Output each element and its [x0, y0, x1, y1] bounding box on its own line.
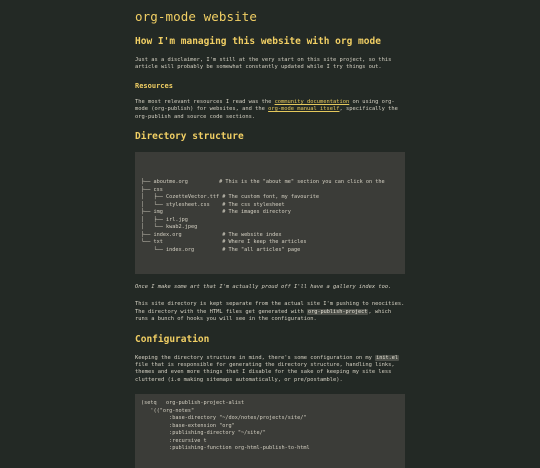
code-line: :base-directory "~/dox/notes/projects/site/": [141, 415, 307, 422]
code-line: :publishing-function org-html-publish-to-html: [141, 445, 310, 452]
org-mode-manual-link[interactable]: org-mode manual itself: [268, 106, 340, 113]
configuration-code-block: [135, 394, 405, 468]
configuration-text-2: file that is responsible for generating the directory structure, handling links, themes and even more things that I disable for the sake of keeping my site less cluttered (i.e making sitemaps automatically, or pre/postamble).: [135, 362, 395, 383]
site-title: org-mode website: [135, 9, 258, 24]
directory-note-paragraph: [135, 301, 405, 323]
configuration-text-1: Keeping the directory structure in mind, there's some configuration on my: [135, 354, 376, 361]
tree-line: ├── img # The images directory: [141, 209, 291, 216]
configuration-paragraph: [135, 355, 405, 385]
code-line: :base-extension "org": [141, 422, 235, 429]
resources-text-1: The most relevant resources I read was the: [135, 98, 275, 105]
tree-line: │ └── stylesheet.css # The css stylesheet: [141, 201, 285, 208]
tree-line: └── txt # Where I keep the articles: [141, 239, 307, 246]
intro-paragraph: Just as a disclaimer, I'm still at the very start on this site project, so this article will probably be somewhat constantly updated while I try things out.: [135, 57, 392, 71]
post-title: How I'm managing this website with org mode: [135, 36, 381, 47]
directory-structure-heading: Directory structure: [135, 131, 244, 143]
code-line: '(("org-notes": [141, 407, 195, 414]
tree-line: [141, 172, 399, 180]
code-line: :publishing-directory "~/site/": [141, 430, 266, 437]
init-el-code: init.el: [376, 354, 399, 361]
resources-paragraph: [135, 99, 405, 121]
page-content: [135, 0, 405, 468]
resources-text-2: on using org-mode (org-publish) for websites, and the: [135, 98, 395, 113]
resources-text-3: , specifically the org-publish and source code sections.: [135, 106, 398, 120]
configuration-heading: Configuration: [135, 333, 210, 345]
tree-line: ├── aboutme.org # This is the "about me" section you can click on the: [141, 179, 385, 186]
tree-line: └── index.org # The "all articles" page: [141, 246, 301, 253]
tree-line: ├── css: [141, 186, 163, 193]
community-documentation-link[interactable]: community documentation: [274, 98, 350, 105]
code-line: (setq org-publish-project-alist: [141, 400, 245, 407]
code-line: :recursive t: [141, 437, 207, 444]
directory-tree-code-block: [135, 152, 405, 274]
resources-heading: Resources: [135, 81, 173, 90]
tree-line: │ ├── CozetteVector.ttf # The custom font, my favourite: [141, 194, 320, 201]
tree-line: │ └── kwab2.jpeg: [141, 224, 198, 231]
org-publish-project-code: org-publish-project: [308, 308, 368, 315]
gallery-note: Once I make some art that I'm actually proud off I'll have a gallery index too.: [135, 284, 392, 291]
directory-note-text-2: , which runs a bunch of hooks you will see in the configuration.: [135, 308, 392, 323]
tree-line: ├── index.org # The website index: [141, 231, 282, 238]
directory-note-text-1: This site directory is kept separate from the actual site I'm pushing to neocities. The directory with the HTML files get generated with: [135, 301, 405, 315]
tree-line: │ ├── irl.jpg: [141, 216, 188, 223]
tree-line: [141, 164, 399, 172]
